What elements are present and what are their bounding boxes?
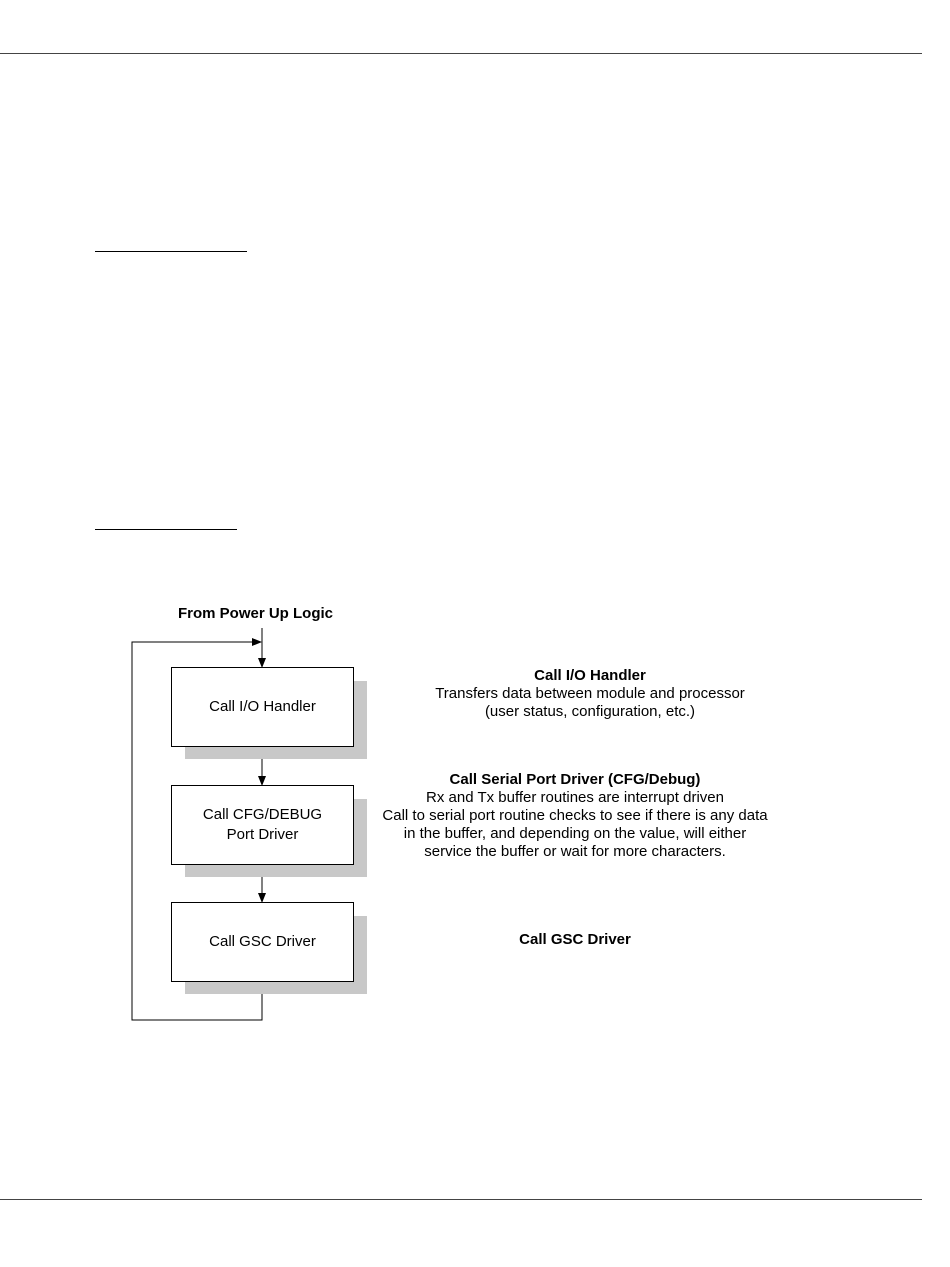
description-title: Call I/O Handler: [534, 667, 646, 684]
description-line: service the buffer or wait for more characters.: [424, 843, 726, 860]
serial-port-description: [350, 771, 800, 861]
box-label: Call CFG/DEBUG: [202, 806, 323, 823]
io-handler-box: [171, 667, 354, 747]
gsc-driver-box: [171, 902, 354, 982]
description-line: Rx and Tx buffer routines are interrupt driven: [426, 789, 724, 806]
box-label: Port Driver: [226, 826, 299, 843]
description-line: in the buffer, and depending on the value, will either: [403, 825, 747, 842]
box-label: Call I/O Handler: [209, 698, 316, 715]
box-label: Call GSC Driver: [209, 933, 316, 950]
description-line: Call to serial port routine checks to see if there is any data: [382, 807, 768, 824]
cfg-debug-driver-box: [171, 785, 354, 865]
entry-label: From Power Up Logic: [178, 605, 334, 622]
description-line: (user status, configuration, etc.): [484, 703, 696, 720]
description-title: Call Serial Port Driver (CFG/Debug): [449, 771, 701, 788]
io-handler-description: [380, 667, 800, 721]
description-title: Call GSC Driver: [519, 931, 631, 948]
description-line: Transfers data between module and processor: [435, 685, 745, 702]
footer-rule: [0, 1199, 922, 1200]
gsc-driver-description: [380, 931, 770, 949]
